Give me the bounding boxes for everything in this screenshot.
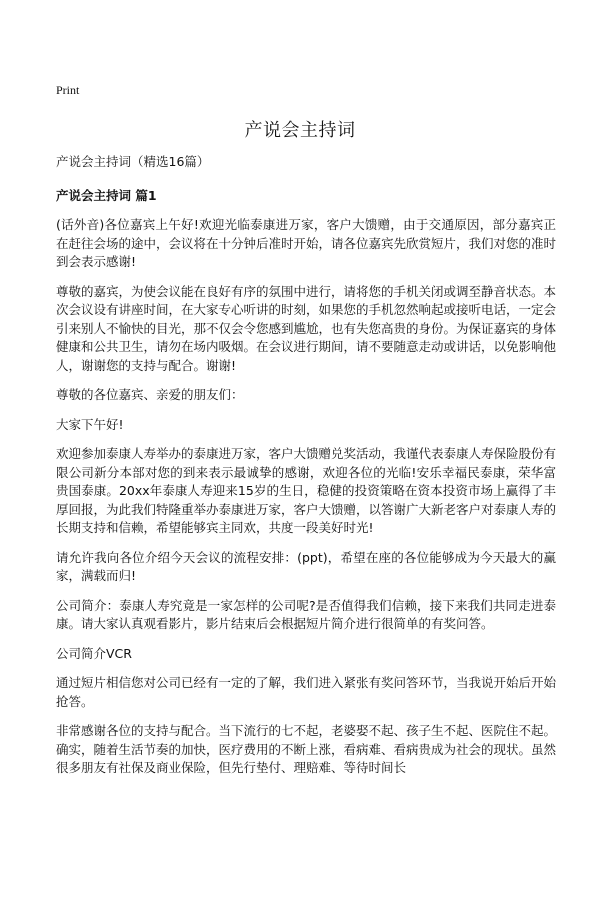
paragraph-good-afternoon: 大家下午好! <box>56 416 124 432</box>
paragraph-welcome: (话外音)各位嘉宾上午好!欢迎光临泰康进万家，客户大馈赠，由于交通原因，部分嘉宾正在赶往会场的途中，会议将在十分钟后准时开始，请各位嘉宾先欣赏短片，我们对您的准时到会表示感谢! <box>56 217 557 269</box>
document-subtitle: 产说会主持词（精选16篇） <box>56 154 210 169</box>
document-body <box>56 152 556 789</box>
print-link[interactable]: Print <box>56 83 80 97</box>
paragraph-agenda: 请允许我向各位介绍今天会议的流程安排：(ppt)，希望在座的各位能够成为今天最大的赢家，满载而归! <box>56 549 556 583</box>
paragraph-company-intro: 公司简介：泰康人寿究竟是一家怎样的公司呢?是否值得我们信赖，接下来我们共同走进泰康。请大家认真观看影片，影片结束后会根据短片简介进行很简单的有奖问答。 <box>56 597 556 631</box>
paragraph-company-vcr: 公司简介VCR <box>56 645 132 661</box>
section-heading: 产说会主持词 篇1 <box>56 188 157 203</box>
paragraph-thanks: 非常感谢各位的支持与配合。当下流行的七不起，老婆娶不起、孩子生不起、医院住不起。确实，随着生活节奏的加快，医疗费用的不断上涨，看病难、看病贵成为社会的现状。虽然很多朋友有社保及商业保险，但先行垫付、理赔难、等待时间长 <box>56 723 557 775</box>
paragraph-notice: 尊敬的嘉宾，为使会议能在良好有序的氛围中进行，请将您的手机关闭或调至静音状态。本次会议设有讲座时间，在大家专心听讲的时刻，如果您的手机忽然响起或接听电话，一定会引来别人不愉快的目光，那不仅会令您感到尴尬，也有失您高贵的身份。为保证嘉宾的身体健康和公共卫生，请勿在场内吸烟。在会议进行期间，请不要随意走动或讲话，以免影响他人，谢谢您的支持与配合。谢谢! <box>56 283 557 373</box>
paragraph-introduction: 欢迎参加泰康人寿举办的泰康进万家，客户大馈赠兑奖活动，我谨代表泰康人寿保险股份有限公司新分本部对您的到来表示最诚挚的感谢，欢迎各位的光临!安乐幸福民泰康，荣华富贵国泰康。20xx年泰康人寿迎来15岁的生日，稳健的投资策略在资本投资市场上赢得了丰厚回报，为此我们特隆重举办泰康进万家，客户大馈赠，以答谢广大新老客户对泰康人寿的长期支持和信赖，希望能够宾主同欢，共度一段美好时光! <box>56 446 557 535</box>
page-title: 产说会主持词 <box>244 120 356 141</box>
paragraph-quiz: 通过短片相信您对公司已经有一定的了解，我们进入紧张有奖问答环节，当我说开始后开始抢答。 <box>56 675 557 709</box>
paragraph-greeting: 尊敬的各位嘉宾、亲爱的朋友们： <box>56 387 244 402</box>
